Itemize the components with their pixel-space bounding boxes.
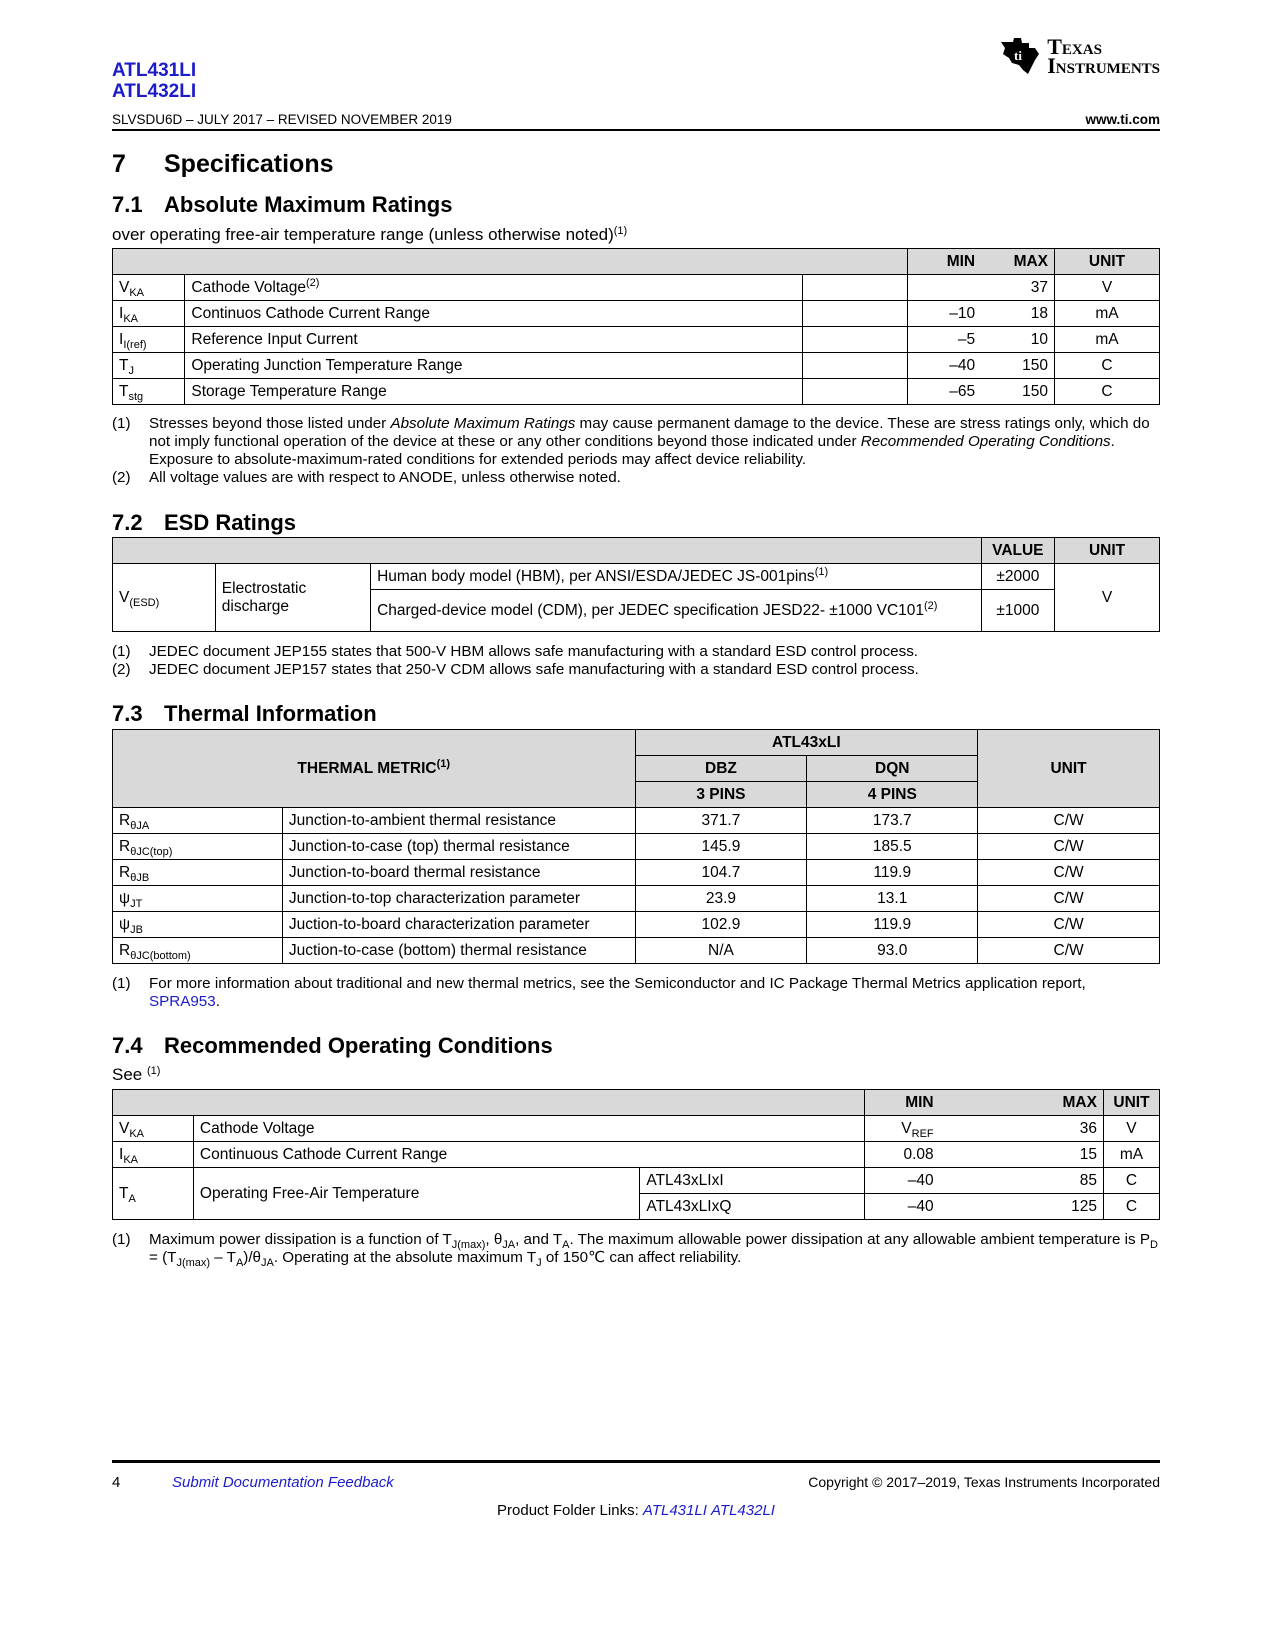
min-subscript: REF bbox=[911, 1127, 934, 1140]
symbol-cell bbox=[113, 327, 185, 353]
note-part: Maximum power dissipation is a function of T bbox=[149, 1231, 452, 1248]
symbol: R bbox=[119, 941, 131, 959]
footnote-text: JEDEC document JEP157 states that 250-V CDM allows safe manufacturing with a standard ESD control process. bbox=[149, 661, 919, 678]
param-cell: Cathode Voltage bbox=[193, 1116, 864, 1142]
note-sub: JA bbox=[502, 1239, 516, 1251]
symbol-subscript: stg bbox=[128, 390, 144, 403]
part-numbers bbox=[112, 60, 196, 102]
footnote-ref: (1) bbox=[814, 565, 829, 578]
desc-cell: Junction-to-top characterization parameter bbox=[282, 886, 635, 912]
param-cell: Storage Temperature Range bbox=[185, 379, 803, 405]
max-cell: 36 bbox=[940, 1116, 1104, 1142]
note-part: . Exposure to absolute-maximum-rated conditions for extended periods may affect device reliability. bbox=[149, 433, 1115, 468]
max-cell: 85 bbox=[940, 1168, 1104, 1194]
dqn-value: 185.5 bbox=[807, 834, 978, 860]
note-part: of 150℃ can affect reliability. bbox=[541, 1249, 742, 1266]
dbz-value: N/A bbox=[635, 938, 807, 964]
footnote-ref: (1) bbox=[146, 1065, 161, 1077]
note-part: )/θ bbox=[243, 1249, 262, 1266]
abs-max-subtitle bbox=[112, 225, 627, 245]
hbm-cell bbox=[371, 564, 982, 590]
symbol: T bbox=[119, 382, 129, 400]
max-cell: 18 bbox=[981, 301, 1054, 327]
heading-absolute-max-ratings bbox=[112, 192, 452, 218]
note-part: may cause permanent damage to the device. These are stress ratings only, which do not imply functional operation of the device at these or any other conditions beyond those indicated under bbox=[149, 415, 1150, 450]
note-italic: Absolute Maximum Ratings bbox=[390, 415, 576, 432]
subtitle-text: over operating free-air temperature range (unless otherwise noted) bbox=[112, 225, 614, 244]
footnote bbox=[112, 643, 1160, 661]
subsection-title: Thermal Information bbox=[164, 701, 377, 726]
unit-cell: V bbox=[1103, 1116, 1159, 1142]
symbol-cell bbox=[113, 860, 283, 886]
unit-cell: C bbox=[1055, 353, 1160, 379]
symbol-cell bbox=[113, 379, 185, 405]
note-part: – T bbox=[210, 1249, 236, 1266]
footnote-ref: (2) bbox=[924, 600, 938, 612]
abs-max-table bbox=[112, 248, 1160, 405]
see-text: See bbox=[112, 1065, 143, 1084]
unit-cell: C/W bbox=[978, 834, 1160, 860]
unit-cell: C/W bbox=[978, 808, 1160, 834]
param-cell: Continuous Cathode Current Range bbox=[193, 1142, 864, 1168]
unit-cell: C bbox=[1103, 1194, 1159, 1220]
note-sub: A bbox=[562, 1239, 570, 1251]
symbol-subscript: θJA bbox=[130, 819, 150, 832]
symbol-subscript: KA bbox=[123, 1153, 138, 1166]
param-cell: Operating Junction Temperature Range bbox=[185, 353, 803, 379]
footnote-number: (1) bbox=[112, 643, 131, 660]
table-header-row bbox=[113, 249, 1160, 275]
hbm-text: Human body model (HBM), per ANSI/ESDA/JEDEC JS-001pins bbox=[377, 567, 815, 585]
subsection-title: ESD Ratings bbox=[164, 510, 297, 535]
esd-table bbox=[112, 537, 1160, 632]
note-sub: JA bbox=[261, 1257, 274, 1269]
symbol-cell bbox=[113, 1168, 194, 1220]
note-part: , and T bbox=[515, 1231, 563, 1248]
header-max: MAX bbox=[981, 249, 1054, 275]
header-pins-4: 4 PINS bbox=[807, 782, 978, 808]
symbol-subscript: (ESD) bbox=[129, 596, 160, 609]
unit-cell: C bbox=[1103, 1168, 1159, 1194]
dbz-value: 102.9 bbox=[635, 912, 807, 938]
abs-max-footnotes bbox=[112, 415, 1160, 487]
desc-cell: Junction-to-case (top) thermal resistance bbox=[282, 834, 635, 860]
heading-thermal-info bbox=[112, 701, 377, 727]
symbol: I bbox=[119, 1145, 124, 1163]
symbol: V bbox=[119, 1119, 130, 1137]
param-cell: Continuos Cathode Current Range bbox=[185, 301, 803, 327]
header-text: THERMAL METRIC bbox=[297, 759, 437, 777]
footnote-ref: (1) bbox=[436, 757, 451, 770]
symbol: V bbox=[119, 588, 130, 606]
symbol-cell bbox=[113, 353, 185, 379]
page-number: 4 bbox=[112, 1474, 121, 1491]
unit-cell: V bbox=[1055, 275, 1160, 301]
cdm-value: ±1000 bbox=[981, 590, 1054, 632]
roc-see-note bbox=[112, 1065, 160, 1085]
desc-cell: Junction-to-ambient thermal resistance bbox=[282, 808, 635, 834]
note-sub: J(max) bbox=[451, 1239, 486, 1251]
param-cell bbox=[185, 275, 803, 301]
option-cell: ATL43xLIxQ bbox=[640, 1194, 865, 1220]
unit-cell: C/W bbox=[978, 886, 1160, 912]
unit-cell: C/W bbox=[978, 860, 1160, 886]
cond-cell bbox=[803, 301, 908, 327]
subsection-title: Recommended Operating Conditions bbox=[164, 1033, 553, 1058]
table-row bbox=[113, 1168, 1160, 1194]
note-part: For more information about traditional and new thermal metrics, see the Semiconductor and IC Package Thermal Metrics application report, bbox=[149, 975, 1086, 992]
symbol-cell bbox=[113, 1142, 194, 1168]
symbol-subscript: θJC(bottom) bbox=[130, 949, 191, 962]
note-part: . The maximum allowable power dissipation at any allowable ambient temperature is P bbox=[569, 1231, 1150, 1248]
cond-cell bbox=[803, 275, 908, 301]
symbol-cell bbox=[113, 564, 216, 632]
symbol-cell bbox=[113, 1116, 194, 1142]
part-link-atl431li[interactable]: ATL431LI bbox=[112, 60, 197, 81]
table-row bbox=[113, 327, 1160, 353]
desc-cell: Junction-to-board thermal resistance bbox=[282, 860, 635, 886]
symbol-cell bbox=[113, 834, 283, 860]
dqn-value: 119.9 bbox=[807, 860, 978, 886]
subsection-title: Absolute Maximum Ratings bbox=[164, 192, 453, 217]
symbol: T bbox=[119, 1184, 129, 1202]
footnote bbox=[112, 469, 1160, 487]
symbol: R bbox=[119, 863, 131, 881]
footnote bbox=[112, 975, 1160, 1011]
max-cell: 10 bbox=[981, 327, 1054, 353]
svg-text:ti: ti bbox=[1014, 48, 1023, 63]
datasheet-page bbox=[112, 0, 1160, 1650]
table-header-row bbox=[113, 538, 1160, 564]
header-thermal-metric bbox=[113, 730, 636, 808]
table-row bbox=[113, 860, 1160, 886]
table-header-row bbox=[113, 1090, 1160, 1116]
table-row bbox=[113, 353, 1160, 379]
footnote-number: (1) bbox=[112, 415, 131, 432]
submit-feedback-link[interactable]: Submit Documentation Feedback bbox=[172, 1474, 394, 1491]
min-cell: –10 bbox=[908, 301, 981, 327]
footnote-number: (1) bbox=[112, 1231, 131, 1248]
thermal-footnotes bbox=[112, 975, 1160, 1011]
table-row bbox=[113, 912, 1160, 938]
product-link-atl431li[interactable]: ATL431LI bbox=[642, 1502, 707, 1519]
heading-recommended-conditions bbox=[112, 1033, 553, 1059]
symbol-cell bbox=[113, 808, 283, 834]
unit-cell: C/W bbox=[978, 938, 1160, 964]
logo-instruments: Instruments bbox=[1047, 53, 1160, 78]
cond-cell bbox=[803, 379, 908, 405]
max-cell: 125 bbox=[940, 1194, 1104, 1220]
dbz-value: 104.7 bbox=[635, 860, 807, 886]
unit-cell: mA bbox=[1055, 327, 1160, 353]
footer-divider bbox=[112, 1460, 1160, 1463]
table-row bbox=[113, 564, 1160, 590]
symbol-cell bbox=[113, 275, 185, 301]
note-part: = (T bbox=[149, 1249, 177, 1266]
esd-footnotes bbox=[112, 643, 1160, 679]
footnote-ref: (1) bbox=[613, 225, 628, 237]
product-link-atl432li[interactable]: ATL432LI bbox=[711, 1502, 775, 1519]
min-cell: –40 bbox=[865, 1168, 940, 1194]
min-cell: –5 bbox=[908, 327, 981, 353]
header-unit: UNIT bbox=[1055, 249, 1160, 275]
copyright: Copyright © 2017–2019, Texas Instruments Incorporated bbox=[808, 1474, 1160, 1490]
symbol: I bbox=[119, 304, 124, 322]
subsection-number: 7.1 bbox=[112, 192, 143, 217]
table-row bbox=[113, 808, 1160, 834]
table-row bbox=[113, 886, 1160, 912]
unit-cell: mA bbox=[1103, 1142, 1159, 1168]
heading-esd-ratings bbox=[112, 510, 296, 536]
symbol-cell bbox=[113, 886, 283, 912]
cdm-cell bbox=[371, 590, 982, 632]
dqn-value: 13.1 bbox=[807, 886, 978, 912]
header-min: MIN bbox=[908, 249, 981, 275]
min-cell: –40 bbox=[908, 353, 981, 379]
footnote-text: JEDEC document JEP155 states that 500-V HBM allows safe manufacturing with a standard ESD control process. bbox=[149, 643, 919, 660]
footnote-number: (2) bbox=[112, 469, 131, 486]
header-value: VALUE bbox=[981, 538, 1054, 564]
note-sub: J(max) bbox=[176, 1257, 211, 1269]
note-italic: Recommended Operating Conditions bbox=[860, 433, 1111, 450]
table-row bbox=[113, 834, 1160, 860]
thermal-table bbox=[112, 729, 1160, 964]
subsection-number: 7.4 bbox=[112, 1033, 143, 1058]
product-folder-links bbox=[112, 1502, 1160, 1519]
symbol-subscript: A bbox=[128, 1192, 136, 1205]
symbol-subscript: KA bbox=[129, 286, 145, 299]
min-cell: –40 bbox=[865, 1194, 940, 1220]
desc-cell: Juction-to-board characterization parameter bbox=[282, 912, 635, 938]
symbol-subscript: θJB bbox=[130, 871, 150, 884]
symbol: V bbox=[119, 278, 130, 296]
symbol: ψ bbox=[119, 915, 131, 933]
subsection-number: 7.3 bbox=[112, 701, 143, 726]
header-device: ATL43xLI bbox=[635, 730, 978, 756]
symbol-subscript: JT bbox=[130, 897, 143, 910]
symbol: R bbox=[119, 837, 131, 855]
param-cell: Operating Free-Air Temperature bbox=[193, 1168, 639, 1220]
footnote bbox=[112, 1231, 1160, 1267]
logo-texas: Texas bbox=[1047, 34, 1102, 59]
part-link-atl432li[interactable]: ATL432LI bbox=[112, 81, 197, 102]
header-blank bbox=[113, 249, 908, 275]
section-heading bbox=[112, 150, 334, 179]
links-label: Product Folder Links: bbox=[497, 1502, 643, 1519]
table-row bbox=[113, 301, 1160, 327]
note-sub: D bbox=[1149, 1239, 1158, 1251]
cond-cell bbox=[803, 327, 908, 353]
section-title: Specifications bbox=[164, 150, 334, 178]
header-pkg-dbz: DBZ bbox=[635, 756, 807, 782]
dqn-value: 119.9 bbox=[807, 912, 978, 938]
symbol-subscript: KA bbox=[123, 312, 138, 325]
roc-table bbox=[112, 1089, 1160, 1220]
symbol: I bbox=[119, 330, 124, 348]
max-cell: 37 bbox=[981, 275, 1054, 301]
cond-cell bbox=[803, 353, 908, 379]
ti-logo bbox=[999, 36, 1160, 76]
subsection-number: 7.2 bbox=[112, 510, 143, 535]
header-unit: UNIT bbox=[1055, 538, 1160, 564]
dqn-value: 173.7 bbox=[807, 808, 978, 834]
esd-unit: V bbox=[1055, 564, 1160, 632]
footnote-text bbox=[149, 975, 1160, 1011]
section-number: 7 bbox=[112, 150, 126, 178]
min-cell bbox=[908, 275, 981, 301]
header-unit: UNIT bbox=[978, 730, 1160, 808]
footnote-text bbox=[149, 1231, 1160, 1267]
unit-cell: C bbox=[1055, 379, 1160, 405]
dbz-value: 371.7 bbox=[635, 808, 807, 834]
max-cell: 15 bbox=[940, 1142, 1104, 1168]
unit-cell: C/W bbox=[978, 912, 1160, 938]
symbol-subscript: J bbox=[128, 364, 134, 377]
spra953-link[interactable]: SPRA953 bbox=[149, 993, 216, 1010]
website-link[interactable]: www.ti.com bbox=[1085, 112, 1160, 127]
esd-label: Electrostatic discharge bbox=[215, 564, 370, 632]
symbol-cell bbox=[113, 912, 283, 938]
desc-cell: Juction-to-case (bottom) thermal resistance bbox=[282, 938, 635, 964]
dbz-value: 23.9 bbox=[635, 886, 807, 912]
min-symbol: V bbox=[901, 1119, 912, 1137]
symbol-cell bbox=[113, 301, 185, 327]
symbol-subscript: I(ref) bbox=[123, 338, 147, 351]
dbz-value: 145.9 bbox=[635, 834, 807, 860]
option-cell: ATL43xLIxI bbox=[640, 1168, 865, 1194]
footnote bbox=[112, 661, 1160, 679]
note-part: . bbox=[215, 993, 220, 1010]
max-cell: 150 bbox=[981, 353, 1054, 379]
note-part: . Operating at the absolute maximum T bbox=[273, 1249, 537, 1266]
symbol: R bbox=[119, 811, 131, 829]
table-row bbox=[113, 1116, 1160, 1142]
param-cell: Reference Input Current bbox=[185, 327, 803, 353]
symbol-subscript: θJC(top) bbox=[130, 845, 173, 858]
footnote bbox=[112, 415, 1160, 469]
footnote-text bbox=[149, 415, 1160, 469]
footnote-text: All voltage values are with respect to ANODE, unless otherwise noted. bbox=[149, 469, 621, 486]
document-id: SLVSDU6D – JULY 2017 – REVISED NOVEMBER 2019 bbox=[112, 112, 452, 127]
symbol-cell bbox=[113, 938, 283, 964]
note-part: , θ bbox=[485, 1231, 503, 1248]
roc-footnotes bbox=[112, 1231, 1160, 1267]
symbol: ψ bbox=[119, 889, 131, 907]
header-divider bbox=[112, 129, 1160, 131]
unit-cell: mA bbox=[1055, 301, 1160, 327]
symbol-subscript: JB bbox=[130, 923, 143, 936]
max-cell: 150 bbox=[981, 379, 1054, 405]
footnote-ref: (2) bbox=[306, 276, 320, 289]
table-row bbox=[113, 1142, 1160, 1168]
param-text: Cathode Voltage bbox=[191, 278, 306, 296]
note-sub: A bbox=[235, 1257, 244, 1269]
table-row bbox=[113, 938, 1160, 964]
cdm-text: Charged-device model (CDM), per JEDEC specification JESD22- ±1000 VC101 bbox=[377, 602, 924, 619]
symbol-subscript: KA bbox=[129, 1127, 145, 1140]
hbm-value: ±2000 bbox=[981, 564, 1054, 590]
footnote-number: (1) bbox=[112, 975, 131, 992]
table-header-row bbox=[113, 730, 1160, 756]
header-blank bbox=[113, 1090, 865, 1116]
header-blank bbox=[113, 538, 982, 564]
table-row bbox=[113, 379, 1160, 405]
footnote-number: (2) bbox=[112, 661, 131, 678]
header-pins-3: 3 PINS bbox=[635, 782, 807, 808]
table-row bbox=[113, 275, 1160, 301]
symbol: T bbox=[119, 356, 129, 374]
note-part: Stresses beyond those listed under bbox=[149, 415, 391, 432]
header-pkg-dqn: DQN bbox=[807, 756, 978, 782]
header-min: MIN bbox=[865, 1090, 940, 1116]
ti-state-logo-icon bbox=[999, 36, 1041, 76]
header-unit: UNIT bbox=[1103, 1090, 1159, 1116]
dqn-value: 93.0 bbox=[807, 938, 978, 964]
min-cell: 0.08 bbox=[865, 1142, 940, 1168]
header-max: MAX bbox=[940, 1090, 1104, 1116]
note-sub: J bbox=[536, 1257, 542, 1269]
min-cell bbox=[865, 1116, 940, 1142]
min-cell: –65 bbox=[908, 379, 981, 405]
